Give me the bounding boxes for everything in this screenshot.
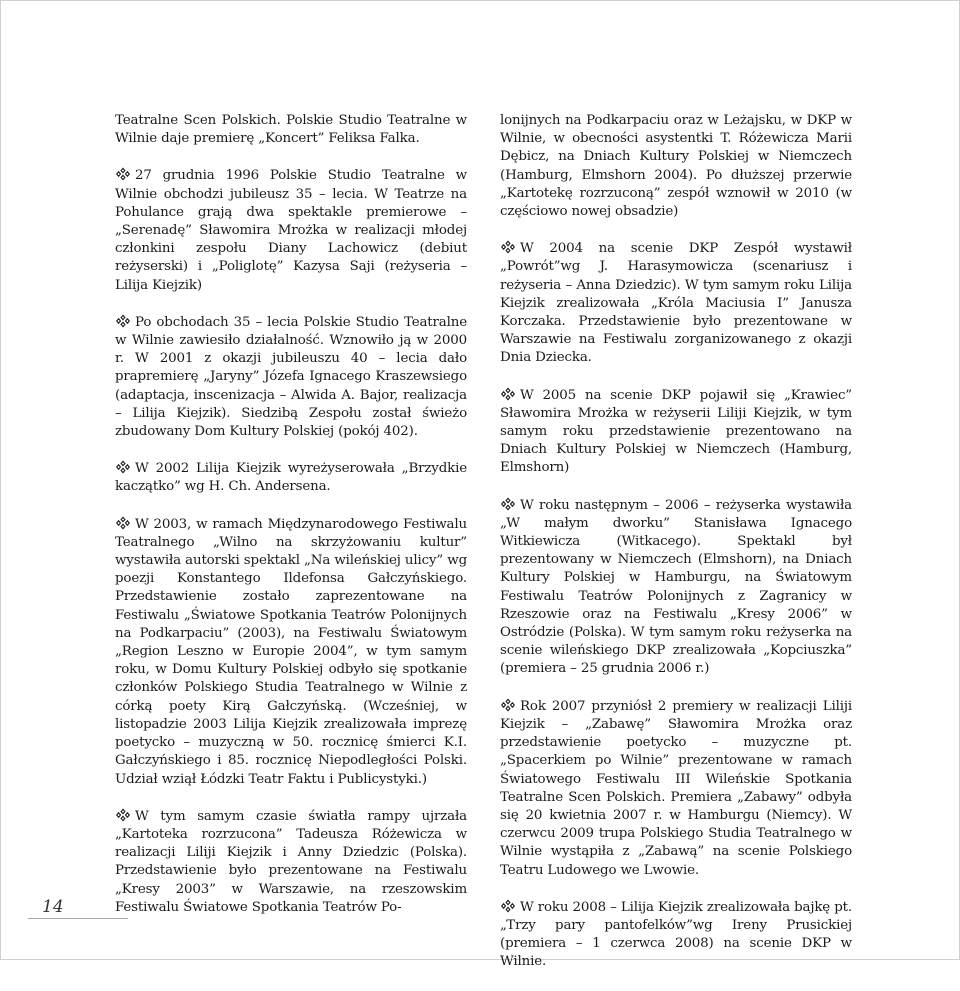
four-diamond-ornament-icon	[115, 516, 131, 530]
four-diamond-ornament-icon	[500, 899, 516, 913]
paragraph-text: 27 grudnia 1996 Polskie Studio Teatralne w Wilnie obchodzi jubileusz 35 – lecia. W Teatrze na Pohulance grają dwa spektakle premierowe – „Serenadę” Sławomira Mrożka w realizacji młodej członkini zespołu Diany Lachowicz (debiut reżyserski) i „Poliglotę” Kazysa Saji (reżyseria – Lilija Kiejzik)	[115, 168, 467, 293]
four-diamond-ornament-icon	[500, 497, 516, 511]
page-number-rule	[28, 918, 128, 919]
paragraph-text: Po obchodach 35 – lecia Polskie Studio Teatralne w Wilnie zawiesiło działalność. Wznowiło ją w 2000 r. W 2001 z okazji jubileuszu 40 – lecia dało prapremierę „Jaryny” Józefa Ignacego Kraszewsiego (adaptacja, inscenizacja – Alwida A. Bajor, realizacja – Lilija Kiejzik). Siedzibą Zespołu został świeżo zbudowany Dom Kultury Polskiej (pokój 402).	[115, 314, 467, 440]
paragraph-text: Teatralne Scen Polskich. Polskie Studio Teatralne w Wilnie daje premierę „Koncert” Feliksa Falka.	[115, 113, 467, 147]
four-diamond-ornament-icon	[115, 460, 131, 474]
paragraph-text: W tym samym czasie światła rampy ujrzała „Kartoteka rozrzucona” Tadeusza Różewicza w realizacji Liliji Kiejzik i Anny Dziedzic (Polska). Przedstawienie było prezentowane na Festiwalu „Kresy 2003” w Warszawie, na rzeszowskim Festiwalu Światowe Spotkania Teatrów Po-	[115, 808, 467, 915]
bullet-paragraph	[500, 899, 852, 972]
bullet-paragraph	[115, 167, 467, 294]
paragraph-text: Rok 2007 przyniósł 2 premiery w realizacji Liliji Kiejzik – „Zabawę” Sławomira Mrożka oraz przedstawienie poetycko – muzyczne pt. „Spacerkiem po Wilnie” prezentowane w ramach Światowego Festiwalu III Wileńskie Spotkania Teatralne Scen Polskich. Premiera „Zabawy” odbyła się 20 kwietnia 2007 r. w Hamburgu (Niemcy). W czerwcu 2009 trupa Polskiego Studia Teatralnego w Wilnie wystąpiła z „Zabawą” na scenie Polskiego Teatru Ludowego we Lwowie.	[500, 698, 852, 878]
four-diamond-ornament-icon	[500, 240, 516, 254]
paragraph-text: lonijnych na Podkarpaciu oraz w Leżajsku, w DKP w Wilnie, w obecności asystentki T. Różewicza Marii Dębicz, na Dniach Kultury Polskiej w Niemczech (Hamburg, Elmshorn 2004). Po dłuższej przerwie „Kartotekę rozrzuconą” zespół wznowił w 2010 (w częściowo nowej obsadzie)	[500, 113, 852, 220]
paragraph-text: W roku 2008 – Lilija Kiejzik zrealizowała bajkę pt. „Trzy pary pantofelków”wg Ireny Prusickiej (premiera – 1 czerwca 2008) na scenie DKP w Wilnie.	[500, 899, 852, 970]
four-diamond-ornament-icon	[500, 387, 516, 401]
bullet-paragraph	[115, 516, 467, 789]
paragraph-text: W roku następnym – 2006 – reżyserka wystawiła „W małym dworku” Stanisława Ignacego Witkiewicza (Witkacego). Spektakl był prezentowany w Niemczech (Elmshorn), na Dniach Kultury Polskiej w Hamburgu, na Światowym Festiwalu Teatrów Polonijnych z Zagranicy w Rzeszowie oraz na Festiwalu „Kresy 2006” w Ostródzie (Polska). W tym samym roku reżyserka na scenie wileńskiego DKP zrealizowała „Kopciuszka” (premiera – 25 grudnia 2006 r.)	[500, 497, 852, 677]
bullet-paragraph	[115, 460, 467, 496]
bullet-paragraph	[500, 240, 852, 367]
bullet-paragraph	[500, 497, 852, 679]
left-column	[115, 112, 467, 936]
page-number: 14	[42, 897, 64, 917]
bullet-paragraph	[115, 314, 467, 441]
four-diamond-ornament-icon	[500, 698, 516, 712]
paragraph-text: W 2005 na scenie DKP pojawił się „Krawiec” Sławomira Mrożka w reżyserii Liliji Kiejzik, w tym samym roku przedstawienie prezentowano na Dniach Kultury Polskiej w Niemczech (Hamburg, Elmshorn)	[500, 387, 852, 476]
four-diamond-ornament-icon	[115, 314, 131, 328]
paragraph-text: W 2004 na scenie DKP Zespół wystawił „Powrót”wg J. Harasymowicza (scenariusz i reżyseria – Anna Dziedzic). W tym samym roku Lilija Kiejzik zrealizowała „Króla Maciusia I” Janusza Korczaka. Przedstawienie było prezentowane w Warszawie na Festiwalu zorganizowanego z okazji Dnia Dziecka.	[500, 241, 852, 366]
paragraph-text: W 2003, w ramach Międzynarodowego Festiwalu Teatralnego „Wilno na skrzyżowaniu kultur” wystawiła autorski spektakl „Na wileńskiej ulicy” wg poezji Konstantego Ildefonsa Gałczyńskiego. Przedstawienie zostało zaprezentowane na Festiwalu „Światowe Spotkania Teatrów Polonijnych na Podkarpaciu” (2003), na Festiwalu Światowym „Region Leszno w Europie 2004”, w tym samym roku, w Domu Kultury Polskiej odbyło się spotkanie członków Polskiego Studia Teatralnego w Wilnie z córką poety Kirą Gałczyńską. (Wcześniej, w listopadzie 2003 Lilija Kiejzik zrealizowała imprezę poetycko – muzyczną w 50. rocznicę śmierci K.I. Gałczyńskiego i 85. rocznicę Niepodległości Polski. Udział wziął Łódzki Teatr Faktu i Publicystyki.)	[115, 516, 467, 787]
four-diamond-ornament-icon	[115, 167, 131, 181]
bullet-paragraph	[500, 387, 852, 478]
paragraph-text: W 2002 Lilija Kiejzik wyreżyserowała „Brzydkie kaczątko” wg H. Ch. Andersena.	[115, 461, 467, 495]
four-diamond-ornament-icon	[115, 808, 131, 822]
paragraph	[115, 112, 467, 148]
paragraph	[500, 112, 852, 221]
right-column	[500, 112, 852, 991]
bullet-paragraph	[500, 698, 852, 880]
bullet-paragraph	[115, 808, 467, 917]
